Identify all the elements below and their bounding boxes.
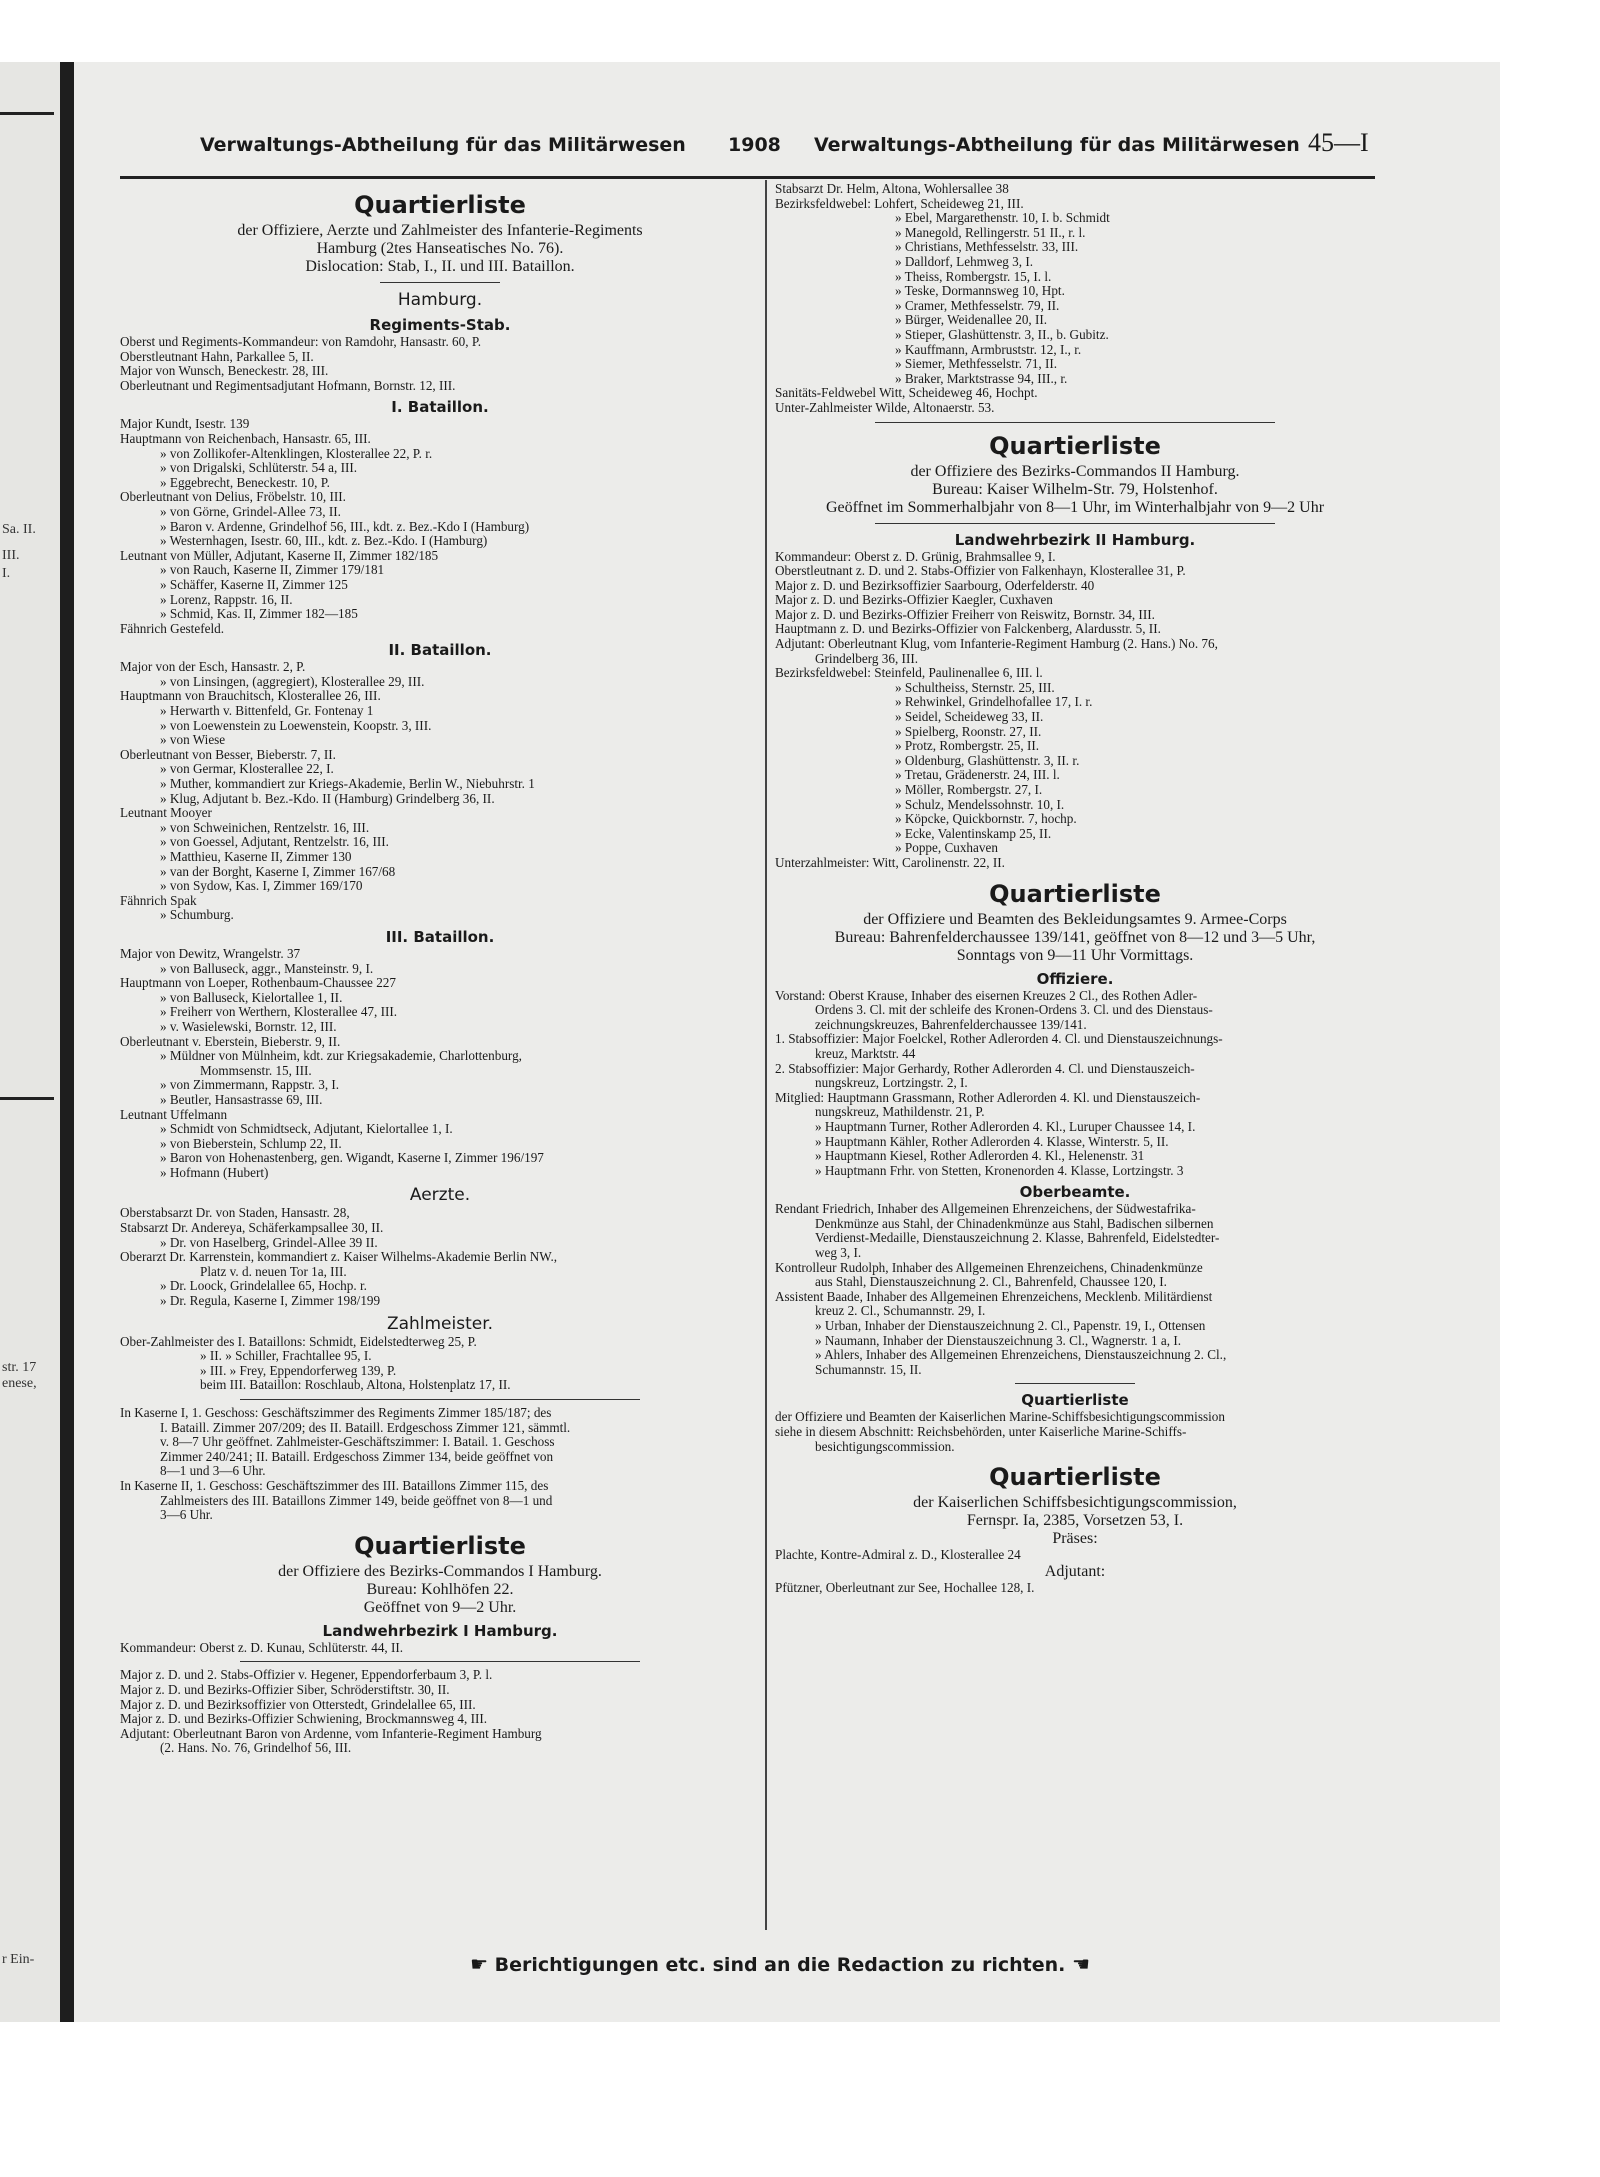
text-line: Oberstleutnant z. D. und 2. Stabs-Offizier von Falkenhayn, Klosterallee 31, P. (775, 564, 1186, 579)
text-line: Bezirksfeldwebel: Lohfert, Scheideweg 21, III. (775, 196, 1024, 211)
right-column (775, 182, 1375, 1595)
text-line: » Stieper, Glashüttenstr. 3, II., b. Gubitz. (895, 327, 1109, 342)
text-line: Oberstabsarzt Dr. von Staden, Hansastr. 28, (120, 1206, 350, 1221)
centered-line: der Offiziere und Beamten des Bekleidungsamtes 9. Armee-Corps (863, 910, 1287, 928)
text-line: Platz v. d. neuen Tor 1a, III. (200, 1264, 347, 1279)
text-line: » van der Borght, Kaserne I, Zimmer 167/68 (160, 864, 396, 879)
centered-line: Sonntags von 9—11 Uhr Vormittags. (956, 946, 1194, 964)
section-heading: Oberbeamte. (1019, 1183, 1131, 1202)
header-rule (120, 176, 1375, 179)
text-line: » von Görne, Grindel-Allee 73, II. (160, 504, 341, 519)
list-title: Quartierliste (989, 431, 1161, 460)
gutter-fragment: enese, (2, 1376, 37, 1391)
text-line: » von Wiese (160, 733, 226, 748)
text-line: » Rehwinkel, Grindelhofallee 17, I. r. (895, 695, 1093, 710)
text-line: » Protz, Rombergstr. 25, II. (895, 739, 1040, 754)
text-line: » Lorenz, Rappstr. 16, II. (160, 592, 293, 607)
text-line: Oberleutnant und Regimentsadjutant Hofmann, Bornstr. 12, III. (120, 378, 456, 393)
list-title: Quartierliste (354, 1531, 526, 1560)
list-title: Quartierliste (989, 879, 1161, 908)
text-line: » Baron v. Ardenne, Grindelhof 56, III., kdt. z. Bez.-Kdo I (Hamburg) (160, 519, 530, 534)
text-line: » Baron von Hohenastenberg, gen. Wigandt, Kaserne I, Zimmer 196/197 (160, 1151, 544, 1166)
text-line: aus Stahl, Dienstauszeichnung 2. Cl., Bahrenfeld, Chaussee 120, I. (815, 1275, 1167, 1290)
text-line: » Ahlers, Inhaber des Allgemeinen Ehrenzeichens, Dienstauszeichnung 2. Cl., (815, 1348, 1227, 1363)
text-line: Major z. D. und Bezirks-Offizier Kaegler, Cuxhaven (775, 593, 1053, 608)
text-line: » Tretau, Grädenerstr. 24, III. l. (895, 768, 1060, 783)
text-line: » Hauptmann Turner, Rother Adlerorden 4. Kl., Luruper Chaussee 14, I. (815, 1119, 1196, 1134)
text-line: Oberstleutnant Hahn, Parkallee 5, II. (120, 349, 314, 364)
centered-line: Adjutant: (1044, 1562, 1106, 1580)
text-line: » von Linsingen, (aggregiert), Klosterallee 29, III. (160, 674, 425, 689)
separator-rule (240, 1399, 640, 1400)
text-line: » Naumann, Inhaber der Dienstauszeichnung 3. Cl., Wagnerstr. 1 a, I. (815, 1333, 1182, 1348)
text-line: » von Drigalski, Schlüterstr. 54 a, III. (160, 461, 358, 476)
text-line: Major z. D. und Bezirks-Offizier Schwiening, Brockmannsweg 4, III. (120, 1712, 488, 1727)
text-line: » Kauffmann, Armbruststr. 12, I., r. (895, 342, 1082, 357)
text-line: Major von der Esch, Hansastr. 2, P. (120, 660, 306, 675)
text-line: der Offiziere und Beamten der Kaiserlichen Marine-Schiffsbesichtigungscommission (775, 1410, 1225, 1425)
text-line: » Klug, Adjutant b. Bez.-Kdo. II (Hamburg) Grindelberg 36, II. (160, 791, 495, 806)
separator-rule (240, 1661, 640, 1662)
text-line: » Siemer, Methfesselstr. 71, II. (895, 357, 1058, 372)
text-line: Major Kundt, Isestr. 139 (120, 417, 250, 432)
section-heading: Landwehrbezirk II Hamburg. (954, 530, 1196, 549)
text-line: In Kaserne I, 1. Geschoss: Geschäftszimmer des Regiments Zimmer 185/187; des (120, 1406, 552, 1420)
gutter-fragment: Sa. II. (2, 522, 36, 537)
text-line: Zimmer 240/241; II. Bataill. Erdgeschoss Zimmer 134, beide geöffnet von (160, 1449, 554, 1464)
text-line: Hauptmann z. D. und Bezirks-Offizier von Falckenberg, Alardusstr. 5, II. (775, 622, 1161, 637)
binding-shadow (60, 62, 74, 2022)
section-heading: III. Bataillon. (385, 927, 495, 946)
text-line: 8—1 und 3—6 Uhr. (160, 1464, 266, 1479)
text-line: » von Zollikofer-Altenklingen, Klosterallee 22, P. r. (160, 446, 433, 461)
text-line: Major z. D. und Bezirksoffizier Saarbourg, Oderfelderstr. 40 (775, 578, 1095, 593)
text-line: Leutnant Uffelmann (120, 1107, 228, 1122)
section-heading: Zahlmeister. (386, 1313, 494, 1334)
centered-line: Geöffnet im Sommerhalbjahr von 8—1 Uhr, im Winterhalbjahr von 9—2 Uhr (825, 498, 1325, 516)
section-heading: Quartierliste (1021, 1391, 1129, 1410)
text-line: Ordens 3. Cl. mit der schleife des Kronen-Ordens 3. Cl. und des Dienstaus- (815, 1003, 1213, 1018)
separator-rule (875, 422, 1275, 423)
text-line: 1. Stabsoffizier: Major Foelckel, Rother Adlerorden 4. Cl. und Dienstauszeichnungs- (775, 1032, 1223, 1047)
text-line: nungskreuz, Mathildenstr. 21, P. (815, 1105, 985, 1120)
header-right-title: Verwaltungs-Abtheilung für das Militärwesen (814, 134, 1300, 156)
text-line: Oberleutnant von Besser, Bieberstr. 7, II. (120, 747, 336, 762)
text-line: Denkmünze aus Stahl, der Chinadenkmünze aus Stahl, Badischen silbernen (815, 1216, 1214, 1231)
text-line: Hauptmann von Reichenbach, Hansastr. 65, III. (120, 431, 371, 446)
centered-line: der Offiziere, Aerzte und Zahlmeister des Infanterie-Regiments (237, 222, 643, 239)
footer-text: Berichtigungen etc. sind an die Redaction zu richten. (494, 1954, 1066, 1976)
text-line: Major z. D. und Bezirksoffizier von Otterstedt, Grindelallee 65, III. (120, 1697, 476, 1712)
text-line: Major z. D. und 2. Stabs-Offizier v. Hegener, Eppendorferbaum 3, P. l. (120, 1668, 493, 1683)
text-line: Kommandeur: Oberst z. D. Kunau, Schlüterstr. 44, II. (120, 1640, 404, 1655)
text-line: Mommsenstr. 15, III. (200, 1063, 312, 1078)
centered-line: Bureau: Kohlhöfen 22. (366, 1580, 514, 1598)
text-line: Hauptmann von Brauchitsch, Klosterallee 26, III. (120, 689, 381, 704)
text-line: » Hauptmann Frhr. von Stetten, Kronenorden 4. Klasse, Lortzingstr. 3 (815, 1163, 1184, 1178)
text-line: Assistent Baade, Inhaber des Allgemeinen Ehrenzeichens, Mecklenb. Militärdienst (775, 1289, 1213, 1304)
text-line: » Teske, Dormannsweg 10, Hpt. (895, 284, 1065, 299)
text-line: Verdienst-Medaille, Dienstauszeichnung 2. Klasse, Bahrenfeld, Eidelstedter- (815, 1231, 1220, 1246)
text-line: » Hauptmann Kähler, Rother Adlerorden 4. Klasse, Winterstr. 5, II. (815, 1134, 1169, 1149)
text-line: Adjutant: Oberleutnant Klug, vom Infanterie-Regiment Hamburg (2. Hans.) No. 76, (775, 637, 1218, 652)
text-line: siehe in diesem Abschnitt: Reichsbehörden, unter Kaiserliche Marine-Schiffs- (775, 1425, 1187, 1439)
text-line: Zahlmeisters des III. Bataillons Zimmer 149, beide geöffnet von 8—1 und (160, 1493, 553, 1508)
text-line: » Matthieu, Kaserne II, Zimmer 130 (160, 850, 352, 864)
text-line: » Westernhagen, Isestr. 60, III., kdt. z. Bez.-Kdo. I (Hamburg) (160, 534, 488, 549)
text-line: Kontrolleur Rudolph, Inhaber des Allgemeinen Ehrenzeichens, Chinadenkmünze (775, 1260, 1203, 1275)
gutter-fragment: III. (2, 548, 20, 563)
section-heading: Offiziere. (1036, 969, 1114, 988)
header-left-title: Verwaltungs-Abtheilung für das Militärwesen (200, 134, 686, 156)
text-line: v. 8—7 Uhr geöffnet. Zahlmeister-Geschäftszimmer: I. Batail. 1. Geschoss (160, 1435, 555, 1450)
text-line: » Manegold, Rellingerstr. 51 II., r. l. (895, 225, 1086, 240)
text-line: Schumannstr. 15, II. (815, 1362, 922, 1377)
text-line: » Schultheiss, Sternstr. 25, III. (895, 680, 1055, 695)
text-line: nungskreuz, Lortzingstr. 2, I. (815, 1076, 968, 1091)
previous-page-edge (0, 62, 74, 2022)
centered-line: der Kaiserlichen Schiffsbesichtigungscommission, (913, 1494, 1237, 1512)
pointing-hand-icon: ☛ (470, 1952, 489, 1976)
text-line: » Eggebrecht, Beneckestr. 10, P. (160, 475, 330, 490)
text-line: Unter-Zahlmeister Wilde, Altonaerstr. 53. (775, 400, 995, 415)
text-line: Hauptmann von Loeper, Rothenbaum-Chaussee 227 (120, 976, 396, 991)
centered-line: Dislocation: Stab, I., II. und III. Bataillon. (305, 258, 575, 275)
gutter-fragment: str. 17 (2, 1360, 37, 1375)
section-heading: Hamburg. (397, 290, 483, 310)
text-line: » Ebel, Margarethenstr. 10, I. b. Schmidt (895, 211, 1110, 226)
text-line: » von Balluseck, aggr., Mansteinstr. 9, I. (160, 961, 374, 976)
separator-rule (1015, 1383, 1135, 1384)
text-line: Vorstand: Oberst Krause, Inhaber des eisernen Kreuzes 2 Cl., des Rothen Adler- (775, 988, 1198, 1003)
list-title: Quartierliste (989, 1463, 1161, 1492)
text-line: Fähnrich Gestefeld. (120, 621, 224, 636)
text-line: » Spielberg, Roonstr. 27, II. (895, 724, 1042, 739)
pointing-hand-icon: ☛ (1071, 1952, 1090, 1976)
text-line: » Schäffer, Kaserne II, Zimmer 125 (160, 577, 348, 592)
text-line: Fähnrich Spak (120, 893, 197, 908)
centered-line: der Offiziere des Bezirks-Commandos II Hamburg. (910, 462, 1240, 480)
page-number: 45—I (1308, 128, 1369, 157)
text-line: 2. Stabsoffizier: Major Gerhardy, Rother Adlerorden 4. Cl. und Dienstauszeich- (775, 1061, 1195, 1076)
text-line: Leutnant Mooyer (120, 806, 212, 821)
text-line: I. Bataill. Zimmer 207/209; des II. Bataill. Erdgeschoss Zimmer 121, sämmtl. (160, 1420, 571, 1435)
text-line: » von Germar, Klosterallee 22, I. (160, 762, 334, 777)
section-heading: Aerzte. (409, 1185, 471, 1206)
text-line: » Ecke, Valentinskamp 25, II. (895, 826, 1052, 841)
text-line: » Schulz, Mendelssohnstr. 10, I. (895, 797, 1065, 812)
text-line: Stabsarzt Dr. Andereya, Schäferkampsallee 30, II. (120, 1221, 384, 1236)
text-line: Major z. D. und Bezirks-Offizier Freiherr von Reiswitz, Bornstr. 34, III. (775, 607, 1155, 622)
text-line: » v. Wasielewski, Bornstr. 12, III. (160, 1019, 337, 1034)
section-heading: Landwehrbezirk I Hamburg. (322, 1621, 558, 1640)
text-line: » von Zimmermann, Rappstr. 3, I. (160, 1078, 340, 1093)
text-line: Mitglied: Hauptmann Grassmann, Rother Adlerorden 4. Kl. und Dienstauszeich- (775, 1090, 1201, 1105)
text-line: » Bürger, Weidenallee 20, II. (895, 313, 1048, 328)
text-line: Unterzahlmeister: Witt, Carolinenstr. 22, II. (775, 855, 1005, 870)
footer-notice (410, 1952, 1150, 1976)
text-line: » Seidel, Scheideweg 33, II. (895, 710, 1044, 725)
text-line: Kommandeur: Oberst z. D. Grünig, Brahmsallee 9, I. (775, 549, 1056, 564)
text-line: » Dr. Loock, Grindelallee 65, Hochp. r. (160, 1279, 367, 1294)
text-line: » Braker, Marktstrasse 94, III., r. (895, 371, 1068, 386)
text-line: » Möller, Rombergstr. 27, I. (895, 783, 1043, 797)
text-line: Oberleutnant v. Eberstein, Bieberstr. 9, II. (120, 1034, 341, 1049)
header-year: 1908 (728, 134, 781, 156)
text-line: Ober-Zahlmeister des I. Bataillons: Schmidt, Eidelstedterweg 25, P. (120, 1334, 477, 1349)
text-line: » von Schweinichen, Rentzelstr. 16, III. (160, 820, 370, 835)
text-line: weg 3, I. (815, 1246, 862, 1261)
text-line: Major z. D. und Bezirks-Offizier Siber, Schröderstiftstr. 30, II. (120, 1682, 450, 1697)
text-line: Oberst und Regiments-Kommandeur: von Ramdohr, Hansastr. 60, P. (120, 335, 481, 349)
text-line: » Herwarth v. Bittenfeld, Gr. Fontenay 1 (160, 704, 374, 719)
centered-line: Präses: (1052, 1530, 1098, 1548)
text-line: beim III. Bataillon: Roschlaub, Altona, Holstenplatz 17, II. (200, 1378, 511, 1393)
text-line: » von Goessel, Adjutant, Rentzelstr. 16, III. (160, 835, 389, 850)
gutter-rule (0, 1097, 54, 1100)
text-line: Rendant Friedrich, Inhaber des Allgemeinen Ehrenzeichens, der Südwestafrika- (775, 1202, 1196, 1217)
centered-line: Geöffnet von 9—2 Uhr. (363, 1598, 517, 1616)
text-line: » Hofmann (Hubert) (160, 1165, 269, 1180)
text-line: » von Balluseck, Kielortallee 1, II. (160, 990, 343, 1005)
text-line: » Schmidt von Schmidtseck, Adjutant, Kielortallee 1, I. (160, 1122, 453, 1137)
text-line: Major von Wunsch, Beneckestr. 28, III. (120, 364, 329, 379)
centered-line: Hamburg (2tes Hanseatisches No. 76). (316, 240, 564, 257)
section-heading: II. Bataillon. (388, 641, 492, 660)
text-line: Sanitäts-Feldwebel Witt, Scheideweg 46, Hochpt. (775, 386, 1038, 401)
text-line: » von Bieberstein, Schlump 22, II. (160, 1136, 342, 1151)
text-line: » Theiss, Rombergstr. 15, I. l. (895, 269, 1052, 284)
text-line: Oberleutnant von Delius, Fröbelstr. 10, III. (120, 490, 346, 505)
text-line: » Freiherr von Werthern, Klosterallee 47, III. (160, 1005, 398, 1020)
centered-line: Fernspr. Ia, 2385, Vorsetzen 53, I. (966, 1512, 1184, 1530)
left-column (120, 182, 760, 1756)
text-line: zeichnungskreuzes, Bahrenfelderchaussee 139/141. (815, 1017, 1087, 1032)
text-line: In Kaserne II, 1. Geschoss: Geschäftszimmer des III. Bataillons Zimmer 115, des (120, 1478, 549, 1493)
section-heading: Regiments-Stab. (369, 316, 511, 334)
text-line: » III. » Frey, Eppendorferweg 139, P. (200, 1363, 397, 1378)
text-line: Major von Dewitz, Wrangelstr. 37 (120, 946, 301, 961)
centered-line: Bureau: Bahrenfelderchaussee 139/141, geöffnet von 8—12 und 3—5 Uhr, (834, 928, 1316, 946)
text-line: » Müldner von Mülnheim, kdt. zur Kriegsakademie, Charlottenburg, (160, 1049, 522, 1064)
section-heading: I. Bataillon. (391, 398, 489, 417)
text-line: » Muther, kommandiert zur Kriegs-Akademie, Berlin W., Niebuhrstr. 1 (160, 777, 535, 792)
gutter-fragment: r Ein- (2, 1952, 35, 1967)
text-line: Bezirksfeldwebel: Steinfeld, Paulinenallee 6, III. l. (775, 666, 1043, 681)
text-line: besichtigungscommission. (815, 1439, 955, 1454)
text-line: » Schmid, Kas. II, Zimmer 182—185 (160, 607, 358, 622)
text-line: Stabsarzt Dr. Helm, Altona, Wohlersallee 38 (775, 182, 1009, 196)
text-line: » Urban, Inhaber der Dienstauszeichnung 2. Cl., Papenstr. 19, I., Ottensen (815, 1319, 1206, 1334)
text-line: Pfützner, Oberleutnant zur See, Hochallee 128, I. (775, 1580, 1035, 1595)
list-title: Quartierliste (354, 191, 526, 219)
text-line: » II. » Schiller, Frachtallee 95, I. (200, 1349, 372, 1364)
text-line: » von Sydow, Kas. I, Zimmer 169/170 (160, 879, 363, 894)
text-line: Oberarzt Dr. Karrenstein, kommandiert z. Kaiser Wilhelms-Akademie Berlin NW., (120, 1250, 558, 1265)
text-line: kreuz 2. Cl., Schumannstr. 29, I. (815, 1304, 986, 1319)
page-header (200, 130, 1370, 166)
text-line: » Köpcke, Quickbornstr. 7, hochp. (895, 812, 1077, 827)
text-line: » Dr. Regula, Kaserne I, Zimmer 198/199 (160, 1294, 381, 1309)
text-line: » von Loewenstein zu Loewenstein, Koopstr. 3, III. (160, 718, 432, 733)
text-line: » Dalldorf, Lehmweg 3, I. (895, 254, 1034, 269)
text-line: kreuz, Marktstr. 44 (815, 1046, 916, 1061)
text-line: 3—6 Uhr. (160, 1508, 213, 1523)
text-line: » Cramer, Methfesselstr. 79, II. (895, 298, 1060, 313)
column-divider (765, 180, 767, 1930)
text-line: » Christians, Methfesselstr. 33, III. (895, 240, 1079, 255)
text-line: Adjutant: Oberleutnant Baron von Ardenne, vom Infanterie-Regiment Hamburg (120, 1726, 542, 1741)
text-line: Leutnant von Müller, Adjutant, Kaserne II, Zimmer 182/185 (120, 548, 439, 563)
separator-rule (380, 282, 500, 283)
gutter-rule (0, 112, 54, 115)
text-line: Plachte, Kontre-Admiral z. D., Klosterallee 24 (775, 1548, 1021, 1563)
text-line: » Hauptmann Kiesel, Rother Adlerorden 4. Kl., Helenenstr. 31 (815, 1149, 1145, 1164)
text-line: » Poppe, Cuxhaven (895, 841, 998, 856)
text-line: » Oldenburg, Glashüttenstr. 3, II. r. (895, 753, 1080, 768)
text-line: » Beutler, Hansastrasse 69, III. (160, 1092, 323, 1107)
text-line: Grindelberg 36, III. (815, 651, 919, 666)
text-line: » Dr. von Haselberg, Grindel-Allee 39 II. (160, 1235, 378, 1250)
text-line: » von Rauch, Kaserne II, Zimmer 179/181 (160, 563, 385, 578)
gutter-fragment: I. (2, 566, 11, 581)
text-line: » Schumburg. (160, 908, 234, 923)
text-line: (2. Hans. No. 76, Grindelhof 56, III. (160, 1741, 352, 1756)
centered-line: der Offiziere des Bezirks-Commandos I Hamburg. (278, 1562, 602, 1580)
centered-line: Bureau: Kaiser Wilhelm-Str. 79, Holstenhof. (932, 480, 1218, 498)
separator-rule (875, 523, 1275, 524)
